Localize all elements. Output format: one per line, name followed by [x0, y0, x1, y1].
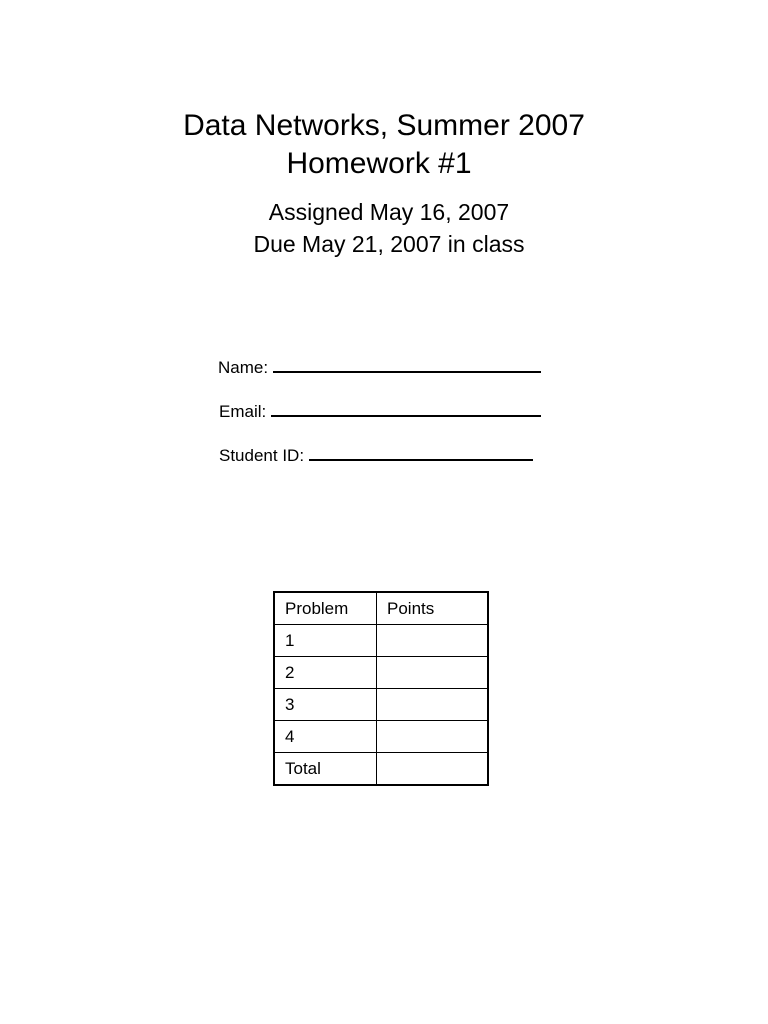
- homework-title: Homework #1: [286, 147, 472, 180]
- name-label: Name:: [218, 358, 269, 377]
- email-label: Email:: [219, 402, 267, 421]
- table-row: [274, 657, 488, 689]
- score-table: [273, 591, 489, 786]
- student-id-blank-line[interactable]: [309, 444, 533, 461]
- student-id-label: Student ID:: [219, 446, 305, 465]
- table-row: [274, 721, 488, 753]
- problem-cell: 2: [274, 657, 377, 689]
- due-date: Due May 21, 2007 in class: [253, 231, 525, 257]
- problem-cell: 1: [274, 625, 377, 657]
- score-table-header: [274, 592, 488, 625]
- table-row-total: [274, 753, 488, 786]
- document-title: Data Networks, Summer 2007: [183, 109, 585, 142]
- name-field: [218, 356, 541, 379]
- points-cell[interactable]: [377, 657, 489, 689]
- header-problem: Problem: [274, 592, 377, 625]
- points-cell[interactable]: [377, 625, 489, 657]
- problem-cell: 4: [274, 721, 377, 753]
- name-blank-line[interactable]: [273, 356, 541, 373]
- points-cell[interactable]: [377, 721, 489, 753]
- table-row: [274, 625, 488, 657]
- email-blank-line[interactable]: [271, 400, 541, 417]
- table-row: [274, 689, 488, 721]
- points-cell[interactable]: [377, 689, 489, 721]
- header-points: Points: [377, 592, 489, 625]
- email-field: [219, 400, 541, 423]
- assigned-date: Assigned May 16, 2007: [268, 199, 510, 225]
- problem-cell: 3: [274, 689, 377, 721]
- total-points-cell[interactable]: [377, 753, 489, 786]
- total-label-cell: Total: [274, 753, 377, 786]
- student-id-field: [219, 444, 533, 467]
